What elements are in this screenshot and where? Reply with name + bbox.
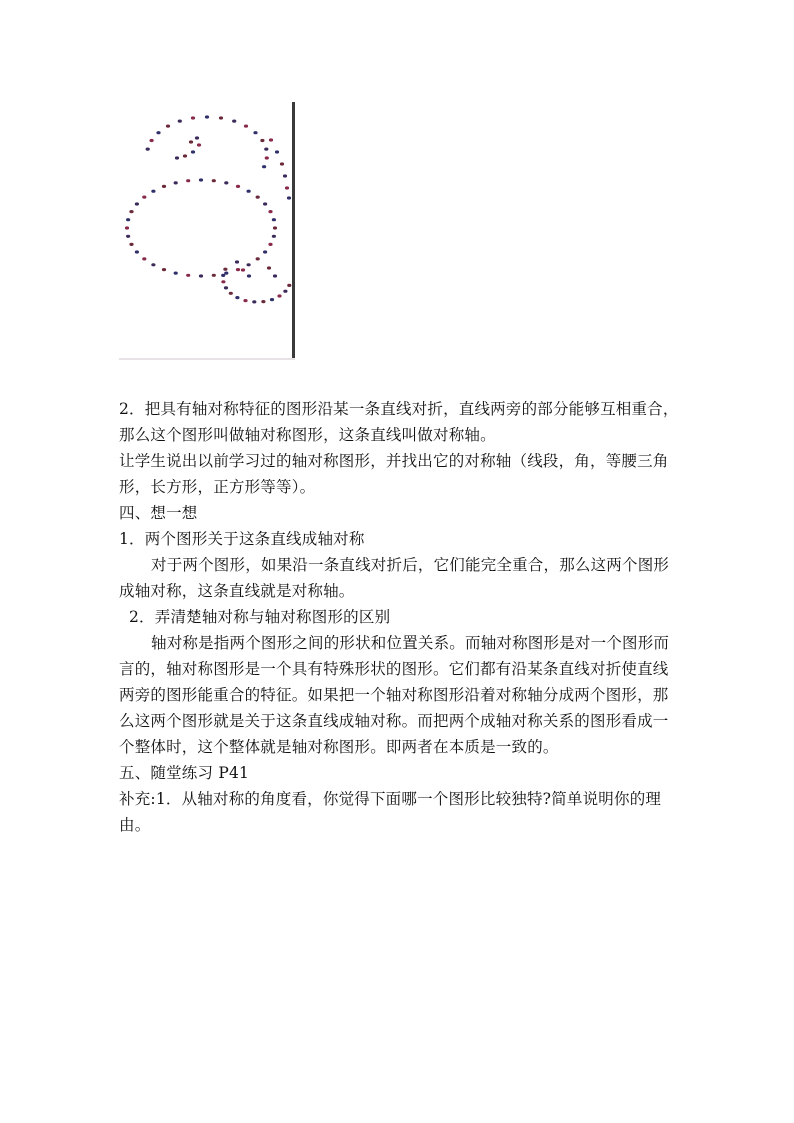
outline-dot (150, 139, 154, 142)
outline-dot (197, 143, 201, 146)
section-heading: 五、随堂练习 P41 (119, 764, 250, 782)
outline-dot (283, 174, 287, 177)
outline-dot (272, 218, 276, 221)
outline-dot (142, 196, 146, 199)
paragraph-line: 么这两个图形就是关于这条直线成轴对称。而把两个成轴对称关系的图形看成一 (119, 712, 669, 730)
outline-dot (270, 298, 274, 301)
paragraph-line: 补充:1．从轴对称的角度看，你觉得下面哪一个图形比较独特?简单说明你的理 (119, 790, 662, 808)
outline-dot (224, 286, 228, 289)
paragraph-line: 个整体时，这个整体就是轴对称图形。即两者在本质是一致的。 (119, 738, 559, 756)
outline-dot (268, 243, 272, 246)
outline-dot (247, 190, 251, 193)
outline-dot (243, 299, 247, 302)
outline-dot (126, 235, 130, 238)
outline-dot (287, 284, 291, 287)
paragraph-line: 轴对称是指两个图形之间的形状和位置关系。而轴对称图形是对一个图形而 (151, 634, 670, 652)
outline-dot (247, 274, 251, 277)
outline-dot (162, 185, 166, 188)
outline-dot (166, 125, 170, 128)
outline-dot (229, 292, 233, 295)
outline-dot (287, 196, 291, 199)
outline-dot (236, 268, 240, 271)
subheading: 2．弄清楚轴对称与轴对称图形的区别 (129, 608, 391, 626)
outline-dot (272, 235, 276, 238)
outline-dot (263, 250, 267, 253)
outline-dot (262, 165, 266, 168)
outline-dot (223, 268, 227, 271)
paragraph-line: 形，长方形，正方形等等）。 (119, 478, 316, 496)
outline-dot (280, 162, 284, 165)
outline-dot (252, 300, 256, 303)
paragraph-line: 那么这个图形叫做轴对称图形，这条直线叫做对称轴。 (119, 426, 496, 444)
outline-dot (219, 116, 223, 119)
outline-dot (186, 274, 190, 277)
outline-dot (283, 290, 287, 293)
paragraph-line: 由。 (119, 816, 151, 834)
outline-dot (267, 266, 271, 269)
outline-dot (186, 179, 190, 182)
outline-dot (261, 300, 265, 303)
outline-dot (212, 274, 216, 277)
dotted-figure-image (119, 100, 299, 362)
body-text (119, 396, 689, 838)
outline-dot (212, 179, 216, 182)
outline-dot (265, 156, 269, 159)
outline-dot (129, 210, 133, 213)
paragraph-line: 两旁的图形能重合的特征。如果把一个轴对称图形沿着对称轴分成两个图形，那 (119, 686, 669, 704)
outline-dot (142, 257, 146, 260)
subheading: 1．两个图形关于这条直线成轴对称 (119, 530, 365, 548)
outline-dot (129, 243, 133, 246)
outline-dot (191, 116, 195, 119)
dotted-outline-figure-icon (119, 100, 299, 362)
outline-dot (126, 218, 130, 221)
paragraph-line: 让学生说出以前学习过的轴对称图形，并找出它的对称轴（线段，角，等腰三角 (119, 452, 669, 470)
outline-dot (224, 272, 228, 275)
outline-dot (244, 125, 248, 128)
outline-dot (232, 120, 236, 123)
outline-dot (146, 148, 150, 151)
outline-dot (151, 263, 155, 266)
outline-dot (191, 150, 195, 153)
outline-dot (247, 263, 251, 266)
outline-dot (273, 274, 277, 277)
outline-dot (199, 178, 203, 181)
outline-dot (236, 185, 240, 188)
outline-dot (162, 268, 166, 271)
outline-dot (260, 139, 264, 142)
outline-dot (175, 156, 179, 159)
figure-right-border (292, 102, 295, 360)
outline-dot (275, 150, 279, 153)
outline-dot (183, 154, 187, 157)
outline-dot (235, 260, 239, 263)
paragraph-line: 言的，轴对称图形是一个具有特殊形状的图形。它们都有沿某条直线对折使直线 (119, 660, 669, 678)
outline-dot (224, 181, 228, 184)
outline-dot (256, 257, 260, 260)
outline-dot (205, 115, 209, 118)
outline-dot (285, 186, 289, 189)
paragraph-line: 2．把具有轴对称特征的图形沿某一条直线对折，直线两旁的部分能够互相重合， (119, 400, 679, 418)
outline-dot (174, 181, 178, 184)
outline-dot (156, 131, 160, 134)
outline-dot (264, 148, 268, 151)
outline-dot (269, 138, 273, 141)
outline-dot (277, 294, 281, 297)
outline-dot (241, 268, 245, 271)
figure-bottom-edge (119, 358, 295, 360)
outline-dot (174, 272, 178, 275)
outline-dot (221, 280, 225, 283)
section-heading: 四、想一想 (119, 504, 198, 522)
outline-dot (125, 226, 129, 229)
outline-dot (135, 202, 139, 205)
outline-dot (151, 190, 155, 193)
outline-dot (235, 296, 239, 299)
outline-dot (268, 210, 272, 213)
outline-dot (178, 120, 182, 123)
outline-dot (195, 136, 199, 139)
outline-dot (135, 250, 139, 253)
outline-dot (221, 274, 225, 277)
paragraph-line: 对于两个图形，如果沿一条直线对折后，它们能完全重合，那么这两个图形 (151, 556, 670, 574)
paragraph-line: 成轴对称，这条直线就是对称轴。 (119, 582, 355, 600)
outline-dot (189, 140, 193, 143)
outline-dot (273, 226, 277, 229)
outline-dot (253, 131, 257, 134)
outline-dot (256, 196, 260, 199)
outline-dot (199, 274, 203, 277)
outline-dot (263, 202, 267, 205)
